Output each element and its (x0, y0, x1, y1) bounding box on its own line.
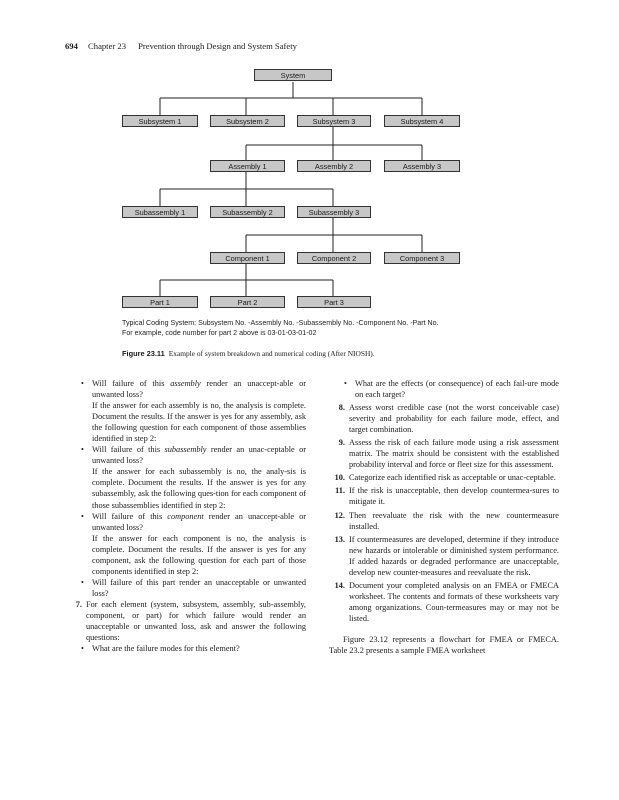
right-column (329, 378, 559, 656)
page-number: 694 (65, 41, 78, 51)
coding-example-text: For example, code number for part 2 above is 03-01-03-01-02 (122, 329, 317, 337)
paragraph: If the answer for each subassembly is no, the analy-sis is complete. Document the results. If the answer is yes for any subassembly, ask the following ques-tion for each component of those subassemblies identified in step 2: (92, 467, 306, 510)
subassembly-box: Subassembly 3 (297, 206, 371, 218)
figure-label: Figure 23.11 (122, 349, 165, 358)
closing-paragraph: Figure 23.12 represents a flowchart for FMEA or FMECA. Table 23.2 presents a sample FMEA worksheet (329, 634, 559, 656)
assembly-box: Assembly 3 (384, 160, 460, 172)
component-box: Component 2 (297, 252, 371, 264)
assembly-box: Assembly 1 (210, 160, 285, 172)
step-13: 13. If countermeasures are developed, determine if they introduce new hazards or intolerable or diminished system performance. If added hazards or degraded performance are unacceptable, develop new counter-measures and reevaluate the risk. (334, 534, 559, 577)
figure-caption-text: Example of system breakdown and numerical coding (After NIOSH). (168, 349, 375, 358)
bullet-item: • What are the effects (or consequence) of each fail-ure mode on each target? (343, 378, 559, 400)
step-9: 9. Assess the risk of each failure mode using a risk assessment matrix. The matrix should be consistent with the established probability interval and force or fleet size for this assessment. (338, 438, 559, 470)
coding-system-text: Typical Coding System: Subsystem No. -Assembly No. -Subassembly No. -Component No. -Part No. (122, 319, 439, 327)
subsystem-box: Subsystem 2 (210, 115, 285, 127)
step-8: 8. Assess worst credible case (not the worst conceivable case) severity and probability for each failure mode, effect, and target combination. (338, 403, 559, 435)
bullet-item: • Will failure of this part render an unacceptable or unwanted loss? (80, 577, 306, 599)
subsystem-box: Subsystem 3 (297, 115, 371, 127)
chapter-label: Chapter 23 (88, 41, 126, 51)
bullet-item: • Will failure of this component render an unaccept-able or unwanted loss? (80, 511, 306, 533)
step-14: 14. Document your completed analysis on an FMEA or FMECA worksheet. The contents and formats of these worksheets vary among organizations. Coun-termeasures may or may not be listed. (334, 580, 559, 623)
subassembly-box: Subassembly 1 (122, 206, 198, 218)
bullet-item: • What are the failure modes for this element? (80, 643, 306, 654)
bullet-item: • Will failure of this assembly render an unaccept-able or unwanted loss? (80, 378, 306, 400)
paragraph: If the answer for each assembly is no, the analysis is complete. Document the results. If the answer is yes for any assembly, ask the following question for each component of those assemblies identified in step 2: (92, 401, 306, 444)
subsystem-box: Subsystem 1 (122, 115, 198, 127)
part-box: Part 2 (210, 296, 285, 308)
part-box: Part 3 (297, 296, 371, 308)
component-box: Component 3 (384, 252, 460, 264)
component-box: Component 1 (210, 252, 285, 264)
bullet-item: • Will failure of this subassembly render an unac-ceptable or unwanted loss? (80, 444, 306, 466)
assembly-box: Assembly 2 (297, 160, 371, 172)
step-12: 12. Then reevaluate the risk with the new countermeasure installed. (334, 510, 559, 531)
figure-caption (122, 349, 375, 358)
subassembly-box: Subassembly 2 (210, 206, 285, 218)
subsystem-box: Subsystem 4 (384, 115, 460, 127)
part-box: Part 1 (122, 296, 198, 308)
step-7: 7. For each element (system, subsystem, assembly, sub-assembly, component, or part) for which failure would render an unacceptable or unwanted loss, ask and answer the following questions: (75, 599, 306, 643)
system-box: System (254, 69, 332, 81)
chapter-title: Prevention through Design and System Safety (138, 41, 297, 51)
step-11: 11. If the risk is unacceptable, then develop countermea-sures to mitigate it. (335, 486, 559, 507)
left-column (75, 378, 307, 654)
paragraph: If the answer for each component is no, the analysis is complete. Document the results. If the answer is yes for any component, ask the following question for each part of those components identified in step 2: (92, 533, 306, 576)
step-10: 10. Categorize each identified risk as acceptable or unac-ceptable. (334, 473, 556, 483)
